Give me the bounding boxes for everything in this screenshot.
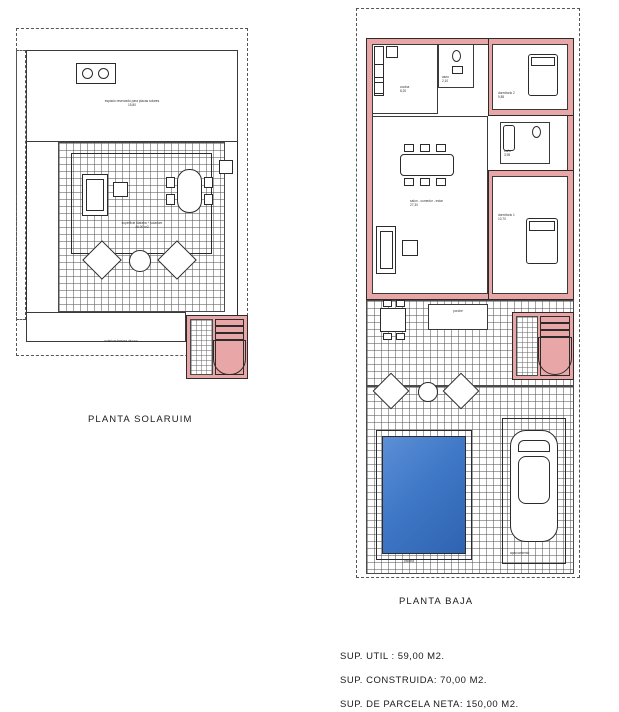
solarium-left-margin [16, 50, 26, 320]
baja-stair-step-3 [540, 330, 570, 337]
salon-label: salon - comedor - estar 27,30 [410, 199, 443, 207]
dormitorio2-label: dormitorio 2 9,85 [498, 91, 515, 99]
dining-chair-baja-5 [420, 178, 430, 186]
solarium-floor-plan [14, 22, 264, 402]
dining-chair-baja-4 [404, 178, 414, 186]
solarium-stair-step-1 [215, 319, 244, 326]
bed-pillow-icon-1 [529, 221, 555, 231]
dining-table-icon-baja [400, 154, 454, 176]
terrace-area [26, 312, 186, 342]
solar-panel-label: espacio reservado para placas solares 15,80 [104, 99, 160, 107]
bano-label: baño 3,95 [504, 149, 512, 157]
parking-label: aparcamiento [510, 551, 530, 555]
coffee-table-icon-baja [402, 240, 418, 256]
dining-chair-icon-3 [204, 177, 213, 188]
pool-surround [376, 430, 472, 560]
kitchen-stove-icon [374, 64, 384, 78]
baja-stair-landing-hatch [516, 316, 538, 376]
ground-floor-plan [352, 4, 592, 584]
bed-pillow-icon-2 [531, 57, 555, 66]
dining-chair-icon-2 [166, 194, 175, 205]
kitchen-label: cocina 8,20 [400, 85, 410, 93]
baja-stair-step-2 [540, 323, 570, 330]
dining-chair-baja-3 [436, 144, 446, 152]
baja-stair-step-1 [540, 316, 570, 323]
patio-table-icon [380, 308, 406, 332]
dining-chair-icon-4 [204, 194, 213, 205]
porche-area [428, 304, 488, 330]
patio-chair-icon-4 [396, 333, 405, 340]
legend-sup-parcela: SUP. DE PARCELA NETA: 150,00 M2. [340, 699, 519, 710]
solarium-open-area-label: superficie diafana + solarium 46,00 m2 [121, 221, 163, 229]
fridge-icon [386, 46, 398, 58]
baja-stair-curve [538, 337, 572, 375]
solar-panel-reserved-area [26, 50, 238, 142]
bathtub-icon [503, 125, 515, 151]
side-table-icon [113, 182, 128, 197]
sofa-cushion-icon [86, 179, 104, 211]
appliance-icon [219, 160, 233, 174]
dining-chair-baja-1 [404, 144, 414, 152]
dormitorio1-label: dormitorio 1 10,70 [498, 213, 515, 221]
dining-chair-icon-1 [166, 177, 175, 188]
solarium-stair-step-2 [215, 326, 244, 333]
terrace-label: solarium terraza de uso [104, 339, 138, 343]
car-roof-icon [518, 456, 550, 504]
legend-sup-util: SUP. UTIL : 59,00 M2. [340, 651, 445, 662]
solarium-stair-curve [213, 340, 246, 375]
kitchen-sink-icon [374, 82, 384, 94]
sofa-cushion-icon-baja [380, 231, 393, 269]
solarium-stair-landing-hatch [190, 319, 213, 375]
washbasin-icon [452, 66, 463, 74]
baja-caption: PLANTA BAJA [399, 596, 474, 607]
patio-chair-icon-1 [383, 300, 392, 307]
garden-round-table-icon [418, 382, 438, 402]
pool-label: piscina [404, 559, 414, 563]
porche-label: porche [453, 309, 463, 313]
patio-chair-icon-2 [396, 300, 405, 307]
toilet-icon-2 [532, 126, 541, 138]
roof-vent-frame [76, 63, 116, 84]
car-windshield-icon [518, 440, 550, 452]
aseo-label: aseo 2,10 [442, 75, 449, 83]
toilet-icon [452, 50, 461, 62]
solarium-stair-step-3 [215, 333, 244, 340]
patio-chair-icon-3 [383, 333, 392, 340]
dining-chair-baja-6 [436, 178, 446, 186]
legend-sup-construida: SUP. CONSTRUIDA: 70,00 M2. [340, 675, 487, 686]
dining-table-icon [177, 169, 202, 213]
round-table-icon [129, 250, 151, 272]
solarium-caption: PLANTA SOLARUIM [88, 414, 193, 425]
dining-chair-baja-2 [420, 144, 430, 152]
